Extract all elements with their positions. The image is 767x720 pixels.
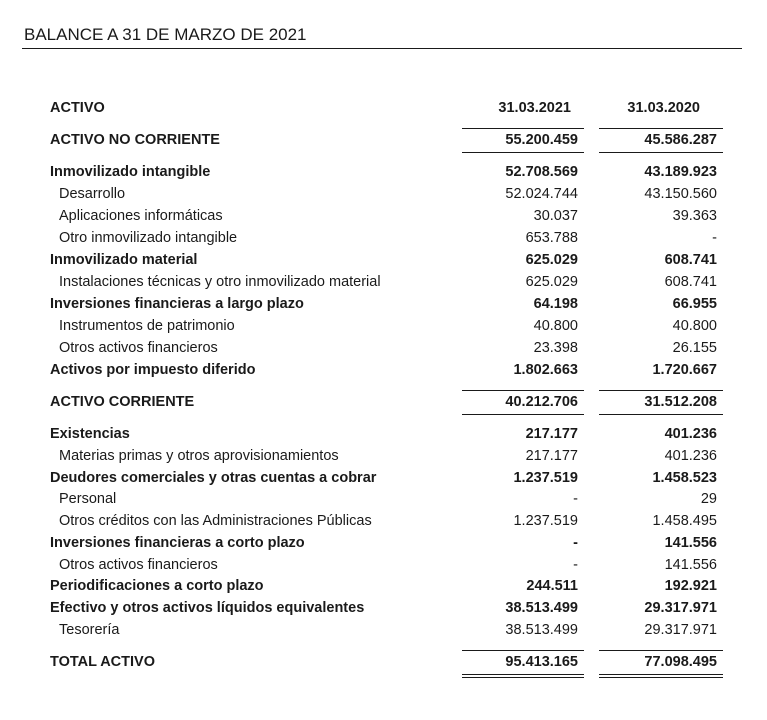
row-value-2021: 625.029	[525, 274, 578, 290]
table-row-detail	[0, 620, 767, 641]
rule-above-2020	[599, 650, 723, 651]
row-value-2020: 608.741	[664, 274, 717, 290]
row-value-2021: 625.029	[525, 252, 578, 268]
row-label: Activos por impuesto diferido	[50, 362, 256, 378]
row-value-2021: 30.037	[533, 208, 578, 224]
table-row-detail	[0, 511, 767, 532]
table-row-group	[0, 468, 767, 489]
row-label: TOTAL ACTIVO	[50, 654, 155, 670]
row-value-2020: 66.955	[672, 296, 717, 312]
row-value-2021: -	[573, 557, 578, 573]
row-value-2021: -	[573, 535, 578, 551]
row-value-2021: 217.177	[525, 426, 578, 442]
row-label: Existencias	[50, 426, 130, 442]
row-value-2020: 39.363	[672, 208, 717, 224]
row-value-2020: 43.189.923	[644, 164, 717, 180]
row-value-2021: 52.708.569	[505, 164, 578, 180]
row-label: ACTIVO CORRIENTE	[50, 394, 195, 410]
row-value-2021: 1.237.519	[513, 470, 578, 486]
double-rule-2021	[462, 677, 584, 678]
row-label: Instrumentos de patrimonio	[59, 318, 235, 334]
table-row-group	[0, 424, 767, 445]
row-value-2020: 608.741	[664, 252, 717, 268]
table-row-group	[0, 576, 767, 597]
row-label: Inversiones financieras a corto plazo	[50, 535, 305, 551]
table-row-total	[0, 130, 767, 151]
row-value-2021: 64.198	[533, 296, 578, 312]
row-value-2021: 40.800	[533, 318, 578, 334]
row-value-2020: 29.317.971	[644, 600, 717, 616]
row-value-2020: 29	[700, 491, 717, 507]
table-row-group	[0, 360, 767, 381]
table-row-group	[0, 598, 767, 619]
row-value-2021: 217.177	[525, 448, 578, 464]
row-value-2020: 26.155	[672, 340, 717, 356]
rule-below-2021	[462, 674, 584, 675]
row-label: Otros activos financieros	[59, 340, 218, 356]
row-label: Materias primas y otros aprovisionamientos	[59, 448, 339, 464]
table-row-total	[0, 652, 767, 673]
rule-below-2021	[462, 152, 584, 153]
rule-above-2021	[462, 128, 584, 129]
row-value-2021: 23.398	[533, 340, 578, 356]
row-value-2020: 77.098.495	[644, 654, 717, 670]
table-row-detail	[0, 489, 767, 510]
table-row-detail	[0, 446, 767, 467]
header-col1: 31.03.2021	[498, 100, 571, 116]
row-value-2020: 401.236	[664, 448, 717, 464]
row-value-2021: 244.511	[526, 578, 578, 594]
row-label: Aplicaciones informáticas	[59, 208, 223, 224]
row-label: Personal	[59, 491, 117, 507]
table-row-group	[0, 250, 767, 271]
row-value-2020: 192.921	[664, 578, 717, 594]
row-value-2021: 1.802.663	[513, 362, 578, 378]
header-col2: 31.03.2020	[627, 100, 700, 116]
row-value-2020: 40.800	[672, 318, 717, 334]
table-row-detail	[0, 184, 767, 205]
rule-below-2020	[599, 152, 723, 153]
rule-above-2021	[462, 390, 584, 391]
row-label: ACTIVO NO CORRIENTE	[50, 132, 220, 148]
rule-above-2021	[462, 650, 584, 651]
row-value-2021: 38.513.499	[505, 600, 578, 616]
rule-above-2020	[599, 128, 723, 129]
table-row-detail	[0, 316, 767, 337]
table-row-detail	[0, 206, 767, 227]
table-row-detail	[0, 555, 767, 576]
row-label: Deudores comerciales y otras cuentas a cobrar	[50, 470, 377, 486]
row-value-2020: 401.236	[664, 426, 717, 442]
rule-above-2020	[599, 390, 723, 391]
document-title: BALANCE A 31 DE MARZO DE 2021	[24, 25, 307, 44]
row-value-2021: 52.024.744	[505, 186, 578, 202]
row-value-2021: 95.413.165	[505, 654, 578, 670]
row-label: Instalaciones técnicas y otro inmovilizado material	[59, 274, 381, 290]
table-row-detail	[0, 228, 767, 249]
table-header	[0, 98, 767, 119]
row-value-2021: 653.788	[525, 230, 578, 246]
row-label: Otro inmovilizado intangible	[59, 230, 238, 246]
row-value-2020: 29.317.971	[644, 622, 717, 638]
row-label: Tesorería	[59, 622, 120, 638]
row-value-2021: 55.200.459	[505, 132, 578, 148]
row-value-2020: 1.720.667	[652, 362, 717, 378]
row-label: Inversiones financieras a largo plazo	[50, 296, 304, 312]
table-row-detail	[0, 272, 767, 293]
row-label: Desarrollo	[59, 186, 126, 202]
row-value-2020: 45.586.287	[644, 132, 717, 148]
table-row-group	[0, 162, 767, 183]
table-row-detail	[0, 338, 767, 359]
row-value-2020: 43.150.560	[644, 186, 717, 202]
double-rule-2020	[599, 677, 723, 678]
row-value-2020: 31.512.208	[644, 394, 717, 410]
row-value-2020: 141.556	[664, 535, 717, 551]
row-value-2020: -	[712, 230, 717, 246]
row-value-2021: -	[573, 491, 578, 507]
rule-below-2021	[462, 414, 584, 415]
row-label: Inmovilizado material	[50, 252, 198, 268]
header-label: ACTIVO	[50, 100, 105, 116]
table-row-group	[0, 533, 767, 554]
row-label: Otros créditos con las Administraciones Públicas	[59, 513, 372, 529]
row-value-2020: 1.458.495	[652, 513, 717, 529]
row-value-2021: 38.513.499	[505, 622, 578, 638]
table-row-group	[0, 294, 767, 315]
row-label: Efectivo y otros activos líquidos equivalentes	[50, 600, 365, 616]
row-value-2021: 1.237.519	[513, 513, 578, 529]
row-label: Otros activos financieros	[59, 557, 218, 573]
rule-below-2020	[599, 414, 723, 415]
row-label: Inmovilizado intangible	[50, 164, 211, 180]
rule-below-2020	[599, 674, 723, 675]
row-label: Periodificaciones a corto plazo	[50, 578, 264, 594]
row-value-2020: 1.458.523	[652, 470, 717, 486]
row-value-2020: 141.556	[664, 557, 717, 573]
table-row-total	[0, 392, 767, 413]
row-value-2021: 40.212.706	[505, 394, 578, 410]
